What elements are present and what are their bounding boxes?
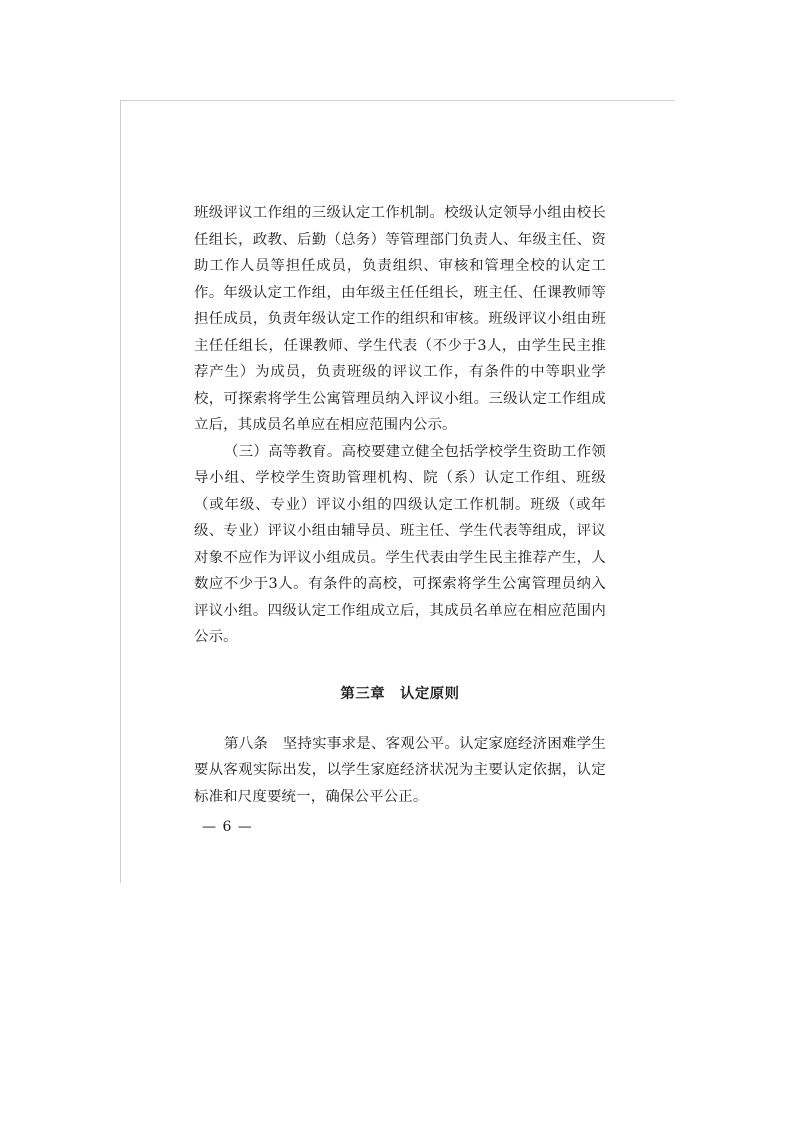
paragraph-higher-education: （三）高等教育。高校要建立健全包括学校学生资助工作领导小组、学校学生资助管理机构、院（系）认定工作组、班级（或年级、专业）评议小组的四级认定工作机制。班级（或年级、专业）评议小组由辅导员、班主任、学生代表等组成，评议对象不应作为评议小组成员。学生代表由学生民主推荐产生，人数应不少于3人。有条件的高校，可探索将学生公寓管理员纳入评议小组。四级认定工作组成立后，其成员名单应在相应范围内公示。 <box>194 443 606 645</box>
article-8: 第八条 坚持实事求是、客观公平。认定家庭经济困难学生要从客观实际出发，以学生家庭经济状况为主要认定依据，认定标准和尺度要统一，确保公平公正。 <box>194 735 606 805</box>
page-number: — 6 — <box>202 819 253 835</box>
document-body <box>194 200 606 810</box>
chapter-heading: 第三章 认定原则 <box>340 685 460 702</box>
paragraph-continuation: 班级评议工作组的三级认定工作机制。校级认定领导小组由校长任组长，政教、后勤（总务）等管理部门负责人、年级主任、资助工作人员等担任成员，负责组织、审核和管理全校的认定工作。年级认定工作组，由年级主任任组长，班主任、任课教师等担任成员，负责年级认定工作的组织和审核。班级评议小组由班主任任组长，任课教师、学生代表（不少于3人，由学生民主推荐产生）为成员，负责班级的评议工作，有条件的中等职业学校，可探索将学生公寓管理员纳入评议小组。三级认定工作组成立后，其成员名单应在相应范围内公示。 <box>194 205 606 433</box>
page-left-border <box>120 100 121 883</box>
page-top-border <box>120 100 674 101</box>
